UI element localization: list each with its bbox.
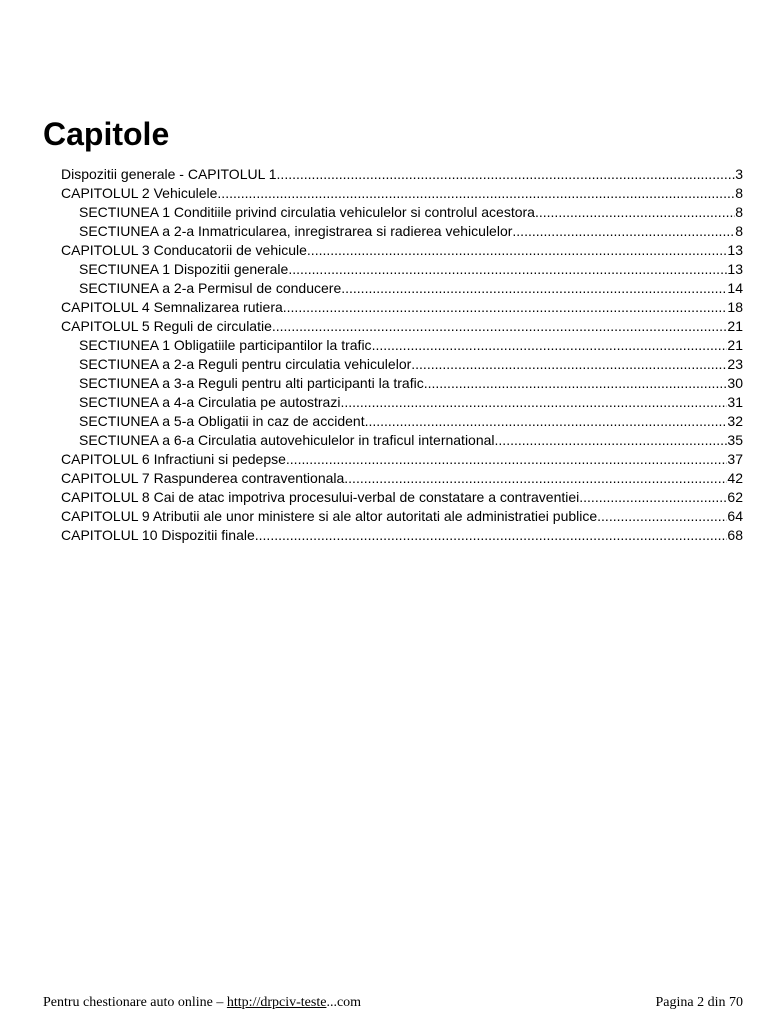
toc-entry[interactable] <box>61 336 743 355</box>
toc-entry-title: SECTIUNEA 1 Obligatiile participantilor la trafic <box>79 337 372 353</box>
toc-entry-page: 8 <box>735 223 743 239</box>
toc-entry-title: SECTIUNEA a 3-a Reguli pentru alti participanti la trafic <box>79 375 424 391</box>
toc-entry-page: 14 <box>727 280 743 296</box>
toc-entry-title: SECTIUNEA a 2-a Permisul de conducere <box>79 280 342 296</box>
toc-dot-leader <box>341 279 727 298</box>
toc-entry-page: 13 <box>727 242 743 258</box>
toc-entry[interactable] <box>61 184 743 203</box>
toc-entry-title: CAPITOLUL 7 Raspunderea contraventionala <box>61 470 345 486</box>
toc-entry-title: CAPITOLUL 8 Cai de atac impotriva procesului-verbal de constatare a contraventiei <box>61 489 580 505</box>
toc-entry-page: 31 <box>727 394 743 410</box>
toc-entry-page: 23 <box>727 356 743 372</box>
toc-dot-leader <box>424 374 728 393</box>
toc-entry-title: CAPITOLUL 10 Dispozitii finale <box>61 527 255 543</box>
toc-entry[interactable] <box>61 260 743 279</box>
toc-entry[interactable] <box>61 317 743 336</box>
toc-entry[interactable] <box>61 412 743 431</box>
toc-dot-leader <box>340 393 727 412</box>
toc-entry-page: 32 <box>727 413 743 429</box>
toc-dot-leader <box>255 526 728 545</box>
toc-entry-page: 42 <box>727 470 743 486</box>
toc-entry[interactable] <box>61 279 743 298</box>
toc-entry[interactable] <box>61 507 743 526</box>
toc-dot-leader <box>495 431 728 450</box>
toc-dot-leader <box>512 222 735 241</box>
toc-dot-leader <box>272 317 728 336</box>
toc-entry-title: SECTIUNEA 1 Conditiile privind circulatia vehiculelor si controlul acestora <box>79 204 535 220</box>
toc-entry-title: CAPITOLUL 5 Reguli de circulatie <box>61 318 272 334</box>
toc-entry[interactable] <box>61 241 743 260</box>
toc-entry-title: SECTIUNEA a 2-a Reguli pentru circulatia vehiculelor <box>79 356 412 372</box>
toc-entry[interactable] <box>61 488 743 507</box>
toc-entry[interactable] <box>61 469 743 488</box>
toc-dot-leader <box>283 298 728 317</box>
toc-entry-page: 8 <box>735 204 743 220</box>
toc-entry-page: 30 <box>727 375 743 391</box>
toc-entry-title: CAPITOLUL 6 Infractiuni si pedepse <box>61 451 286 467</box>
toc-entry-title: SECTIUNEA a 6-a Circulatia autovehiculelor in traficul international <box>79 432 495 448</box>
page-footer <box>43 994 743 1012</box>
toc-entry-page: 68 <box>727 527 743 543</box>
toc-dot-leader <box>365 412 728 431</box>
toc-entry-title: CAPITOLUL 3 Conducatorii de vehicule <box>61 242 307 258</box>
toc-entry-page: 21 <box>727 337 743 353</box>
footer-link[interactable]: http://drpciv-teste <box>226 995 327 1010</box>
footer-prefix: Pentru chestionare auto online – <box>43 995 227 1010</box>
toc-entry[interactable] <box>61 526 743 545</box>
table-of-contents <box>61 165 743 545</box>
toc-entry-page: 21 <box>727 318 743 334</box>
toc-entry-title: SECTIUNEA a 4-a Circulatia pe autostrazi <box>79 394 341 410</box>
toc-dot-leader <box>288 260 727 279</box>
toc-entry[interactable] <box>61 431 743 450</box>
footer-link-suffix: ...com <box>326 995 362 1010</box>
toc-dot-leader <box>579 488 727 507</box>
toc-entry-page: 62 <box>727 489 743 505</box>
toc-dot-leader <box>535 203 735 222</box>
toc-entry-title: CAPITOLUL 2 Vehiculele <box>61 185 218 201</box>
toc-dot-leader <box>344 469 727 488</box>
toc-entry[interactable] <box>61 374 743 393</box>
toc-dot-leader <box>597 507 727 526</box>
toc-entry-title: SECTIUNEA 1 Dispozitii generale <box>79 261 289 277</box>
toc-entry-title: SECTIUNEA a 5-a Obligatii in caz de accident <box>79 413 365 429</box>
toc-entry[interactable] <box>61 355 743 374</box>
toc-entry[interactable] <box>61 393 743 412</box>
toc-entry-title: CAPITOLUL 4 Semnalizarea rutiera <box>61 299 283 315</box>
footer-page-number: Pagina 2 din 70 <box>655 995 743 1010</box>
toc-entry-title: SECTIUNEA a 2-a Inmatricularea, inregistrarea si radierea vehiculelor <box>79 223 513 239</box>
toc-dot-leader <box>277 165 736 184</box>
toc-entry-page: 18 <box>727 299 743 315</box>
toc-entry-page: 64 <box>727 508 743 524</box>
toc-entry[interactable] <box>61 165 743 184</box>
footer-left <box>43 994 361 1012</box>
toc-entry[interactable] <box>61 203 743 222</box>
toc-entry-page: 13 <box>727 261 743 277</box>
toc-entry-page: 35 <box>727 432 743 448</box>
toc-entry[interactable] <box>61 450 743 469</box>
toc-entry[interactable] <box>61 222 743 241</box>
toc-dot-leader <box>286 450 728 469</box>
toc-entry-page: 3 <box>735 166 743 182</box>
toc-entry-title: Dispozitii generale - CAPITOLUL 1 <box>61 166 277 182</box>
toc-entry[interactable] <box>61 298 743 317</box>
page-title: Capitole <box>43 116 170 152</box>
toc-dot-leader <box>307 241 728 260</box>
toc-dot-leader <box>411 355 727 374</box>
toc-dot-leader <box>372 336 728 355</box>
toc-entry-page: 37 <box>727 451 743 467</box>
toc-entry-title: CAPITOLUL 9 Atributii ale unor ministere si ale altor autoritati ale administratiei publice <box>61 508 598 524</box>
toc-dot-leader <box>217 184 735 203</box>
toc-entry-page: 8 <box>735 185 743 201</box>
